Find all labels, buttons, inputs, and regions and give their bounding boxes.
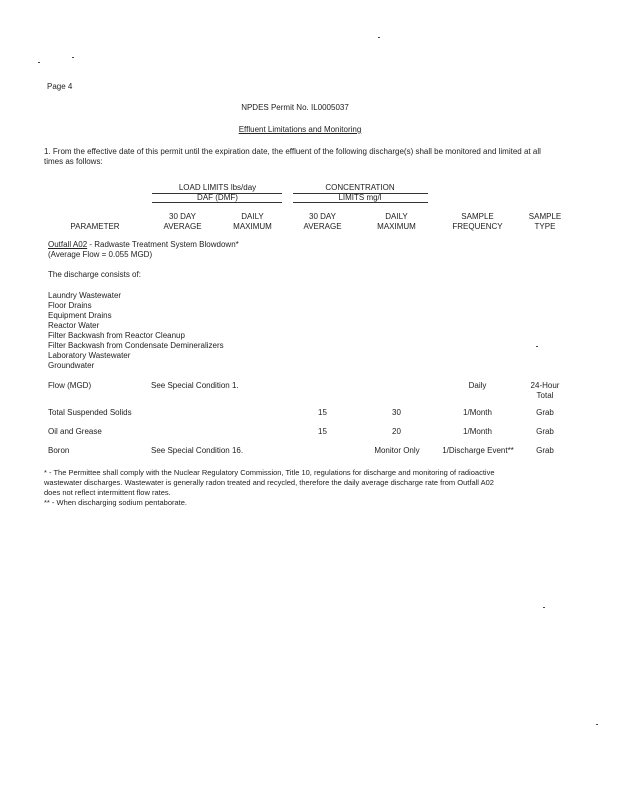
list-item: Equipment Drains — [48, 311, 112, 320]
scan-speck — [72, 57, 74, 58]
load-limits-title: LOAD LIMITS lbs/day — [178, 183, 257, 192]
header-load-avg-1: 30 DAY — [169, 212, 196, 221]
load-limits-sub-line — [152, 202, 282, 203]
list-item: Laboratory Wastewater — [48, 351, 131, 360]
table-row-conc-max: 30 — [392, 408, 401, 417]
load-limits-sub: DAF (DMF) — [197, 193, 238, 202]
section-title: Effluent Limitations and Monitoring — [238, 125, 362, 134]
table-row-load: See Special Condition 1. — [151, 381, 239, 390]
table-row-load: See Special Condition 16. — [151, 446, 244, 455]
table-row-conc-max: 20 — [392, 427, 401, 436]
header-load-avg-2: AVERAGE — [163, 222, 202, 231]
table-row-type: Grab — [536, 408, 554, 417]
average-flow: (Average Flow = 0.055 MGD) — [48, 250, 153, 259]
concentration-title: CONCENTRATION — [325, 183, 395, 192]
header-conc-avg-2: AVERAGE — [303, 222, 342, 231]
outfall-line — [48, 240, 239, 250]
permit-title: NPDES Permit No. IL0005037 — [241, 103, 349, 112]
scan-speck — [38, 62, 40, 63]
table-row-parameter: Total Suspended Solids — [48, 408, 132, 417]
concentration-sub-line — [293, 202, 428, 203]
table-row-parameter: Flow (MGD) — [48, 381, 92, 390]
list-item: Filter Backwash from Condensate Demineralizers — [48, 341, 224, 350]
table-row-conc-avg: 15 — [318, 408, 327, 417]
table-row-parameter: Oil and Grease — [48, 427, 102, 436]
footnote-1-line1: * - The Permittee shall comply with the Nuclear Regulatory Commission, Title 10, regulations for discharge and monitoring of radioactive — [44, 468, 495, 477]
header-conc-max-2: MAXIMUM — [377, 222, 416, 231]
header-conc-avg-1: 30 DAY — [309, 212, 336, 221]
table-row-frequency: 1/Month — [463, 427, 492, 436]
table-row-parameter: Boron — [48, 446, 70, 455]
list-item: Filter Backwash from Reactor Cleanup — [48, 331, 185, 340]
header-parameter: PARAMETER — [70, 222, 120, 231]
page-label: Page 4 — [47, 82, 73, 91]
list-item: Reactor Water — [48, 321, 100, 330]
list-item: Groundwater — [48, 361, 95, 370]
header-freq-1: SAMPLE — [461, 212, 494, 221]
scan-speck — [378, 37, 380, 38]
table-row-type-line2: Total — [536, 391, 554, 400]
scan-speck — [536, 346, 538, 347]
scan-speck — [543, 607, 545, 608]
footnote-1-line3: does not reflect intermittent flow rates. — [44, 488, 171, 497]
header-load-max-1: DAILY — [241, 212, 264, 221]
table-row-conc-avg: 15 — [318, 427, 327, 436]
table-row-conc-max: Monitor Only — [374, 446, 420, 455]
consists-label: The discharge consists of: — [48, 270, 141, 279]
outfall-desc: - Radwaste Treatment System Blowdown* — [87, 240, 239, 249]
header-type-2: TYPE — [534, 222, 556, 231]
footnote-1-line2: wastewater discharges. Wastewater is generally radon treated and recycled, therefore the daily average discharge rate from Outfall A02 — [44, 478, 494, 487]
footnote-2: ** - When discharging sodium pentaborate. — [44, 498, 187, 507]
table-row-frequency: 1/Discharge Event** — [442, 446, 514, 455]
table-row-type: 24-Hour — [530, 381, 560, 390]
header-freq-2: FREQUENCY — [452, 222, 503, 231]
table-row-frequency: Daily — [468, 381, 487, 390]
header-load-max-2: MAXIMUM — [233, 222, 272, 231]
table-row-type: Grab — [536, 427, 554, 436]
list-item: Floor Drains — [48, 301, 92, 310]
intro-text: 1. From the effective date of this permit until the expiration date, the effluent of the following discharge(s) shall be monitored and limited at all times as follows: — [44, 147, 541, 166]
header-conc-max-1: DAILY — [385, 212, 408, 221]
outfall-label: Outfall A02 — [48, 240, 88, 249]
scan-speck — [596, 724, 598, 725]
table-row-type: Grab — [536, 446, 554, 455]
table-row-frequency: 1/Month — [463, 408, 492, 417]
header-type-1: SAMPLE — [528, 212, 562, 221]
component-list — [48, 291, 224, 371]
list-item: Laundry Wastewater — [48, 291, 122, 300]
concentration-sub: LIMITS mg/l — [338, 193, 382, 202]
